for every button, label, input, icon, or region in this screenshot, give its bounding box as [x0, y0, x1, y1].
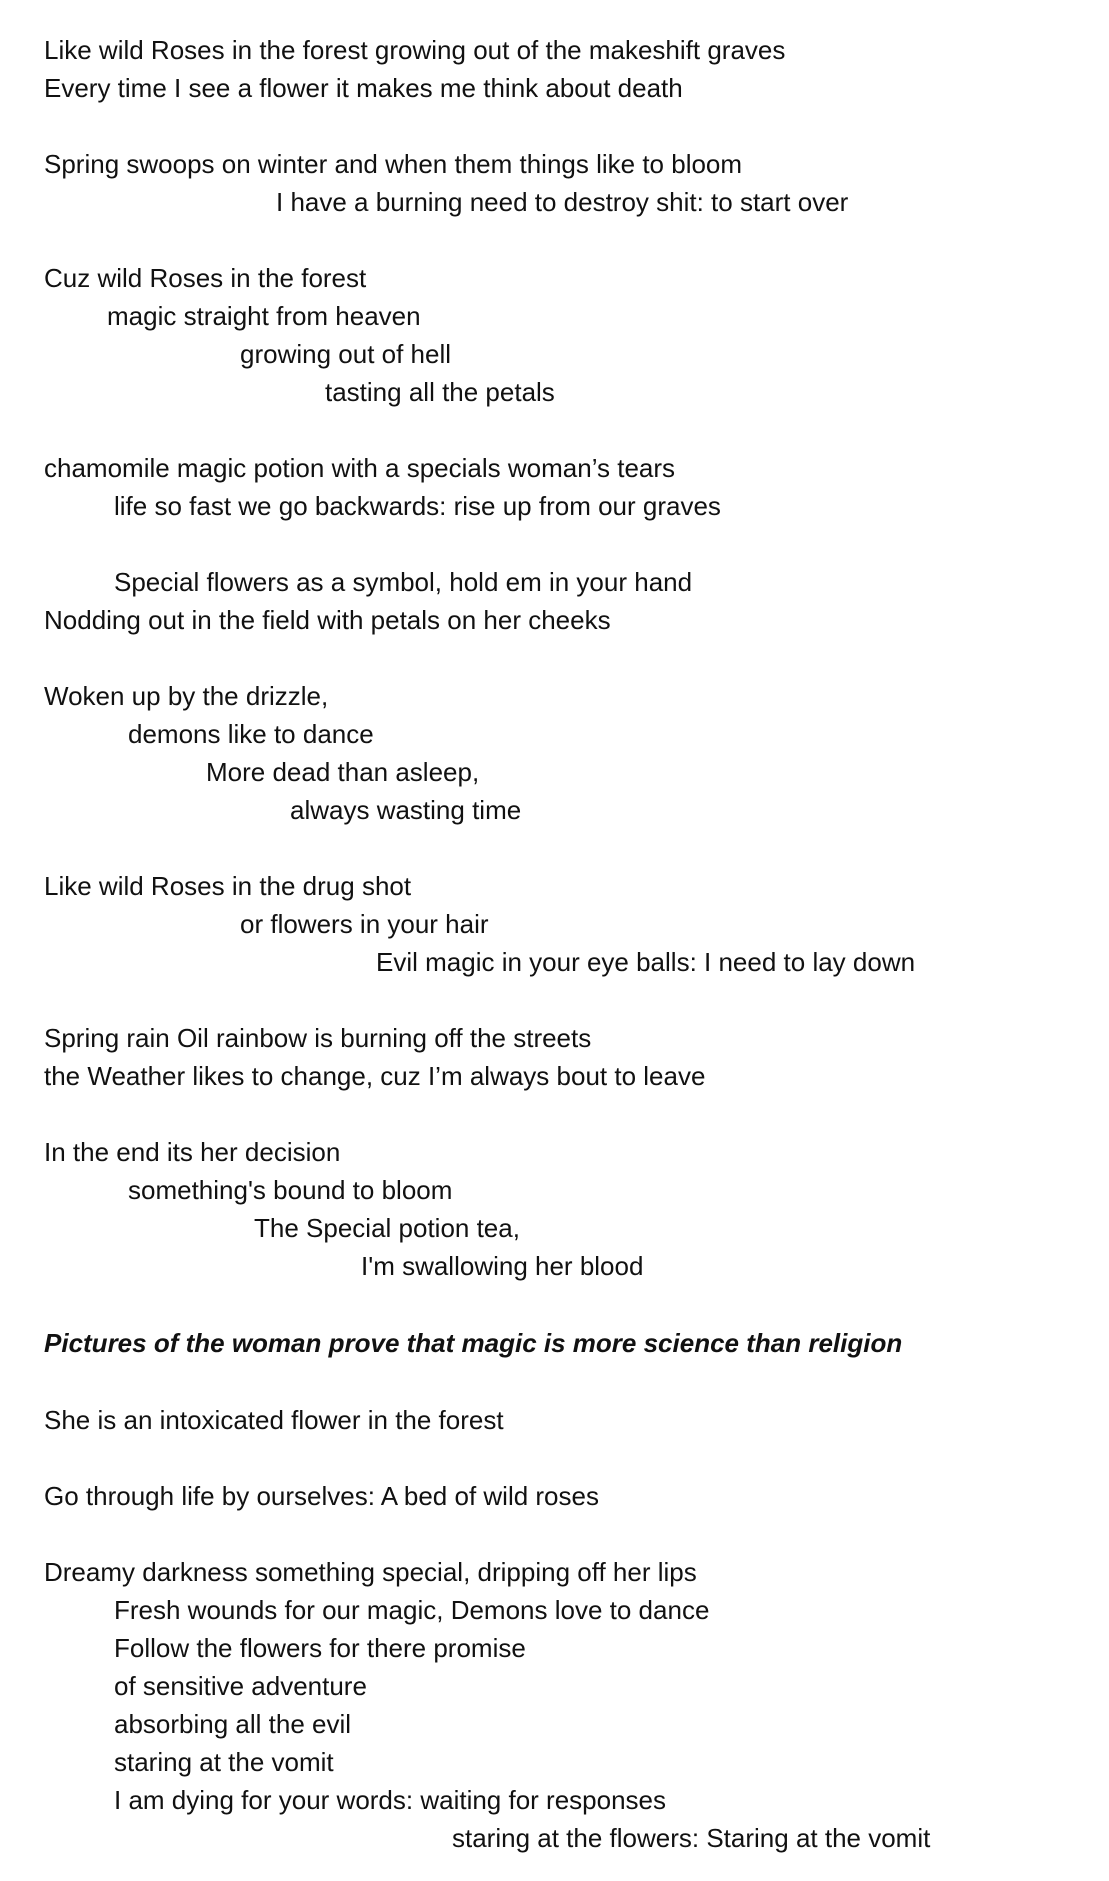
poem-line: chamomile magic potion with a specials woman’s tears [44, 453, 676, 483]
poem-line: always wasting time [290, 795, 522, 825]
poem-line: Follow the flowers for there promise [114, 1633, 526, 1663]
poem-line: Like wild Roses in the forest growing out of the makeshift graves [44, 35, 786, 65]
poem-line: staring at the flowers: Staring at the vomit [452, 1823, 931, 1853]
poem-line: absorbing all the evil [114, 1709, 352, 1739]
poem-line: growing out of hell [240, 339, 452, 369]
poem-line: Go through life by ourselves: A bed of wild roses [44, 1481, 599, 1511]
poem-line: I am dying for your words: waiting for responses [114, 1785, 667, 1815]
poem-line: Every time I see a flower it makes me think about death [44, 73, 683, 103]
poem-line: She is an intoxicated flower in the forest [44, 1405, 504, 1435]
poem-line: Like wild Roses in the drug shot [44, 871, 412, 901]
poem-line: of sensitive adventure [114, 1671, 367, 1701]
poem-emphasis-line: Pictures of the woman prove that magic is more science than religion [44, 1328, 903, 1358]
poem-line: tasting all the petals [325, 377, 555, 407]
poem-line: or flowers in your hair [240, 909, 489, 939]
poem-line: Fresh wounds for our magic, Demons love to dance [114, 1595, 710, 1625]
poem-line: Spring swoops on winter and when them things like to bloom [44, 149, 743, 179]
poem-line: Cuz wild Roses in the forest [44, 263, 367, 293]
poem-line: something's bound to bloom [128, 1175, 453, 1205]
poem-line: I'm swallowing her blood [361, 1251, 644, 1281]
poem-line: Evil magic in your eye balls: I need to lay down [376, 947, 916, 977]
poem-line: Spring rain Oil rainbow is burning off the streets [44, 1023, 592, 1053]
poem-line: magic straight from heaven [107, 301, 421, 331]
poem-line: I have a burning need to destroy shit: to start over [276, 187, 849, 217]
poem-line: the Weather likes to change, cuz I’m always bout to leave [44, 1061, 706, 1091]
poem-line: demons like to dance [128, 719, 374, 749]
poem-line: More dead than asleep, [206, 757, 480, 787]
poem-line: staring at the vomit [114, 1747, 334, 1777]
poem-line: Dreamy darkness something special, dripping off her lips [44, 1557, 697, 1587]
poem-line: life so fast we go backwards: rise up from our graves [114, 491, 721, 521]
poem-line: Special flowers as a symbol, hold em in your hand [114, 567, 693, 597]
poem-line: The Special potion tea, [254, 1213, 520, 1243]
poem-line: Woken up by the drizzle, [44, 681, 329, 711]
poem-line: Nodding out in the field with petals on her cheeks [44, 605, 611, 635]
poem-line: In the end its her decision [44, 1137, 341, 1167]
